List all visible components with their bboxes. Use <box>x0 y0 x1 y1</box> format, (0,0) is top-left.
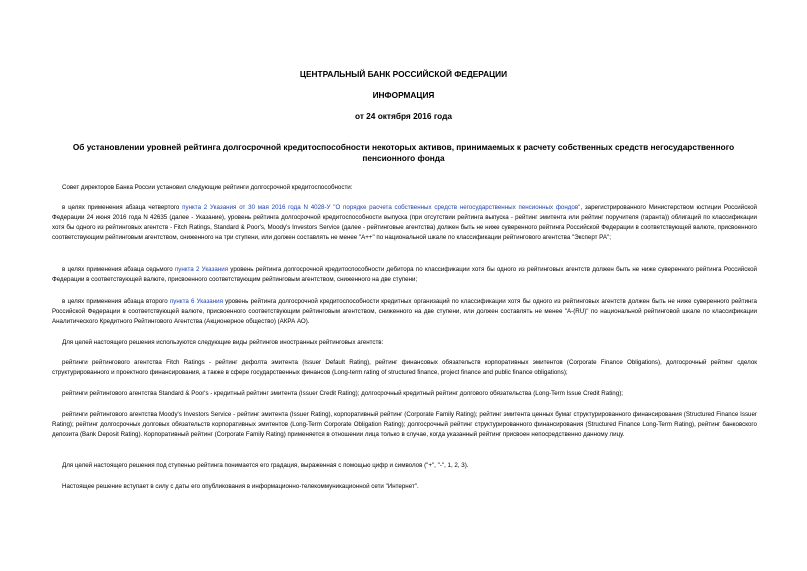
link-clause-2[interactable]: пункта 2 Указания <box>174 266 229 273</box>
link-decree-4028-u[interactable]: пункта 2 Указания от 30 мая 2016 года N 4028-У "О порядке расчета собственных средств негосударственных пенсионных фондов" <box>182 204 581 211</box>
paragraph-fitch: рейтинги рейтингового агентства Fitch Ratings - рейтинг дефолта эмитента (Issuer Default Rating), рейтинг финансовых обязательств корпоративных эмитентов (Corporate Finance Obligations), долгосрочный рейтинг сделок структурированного и проектного финансирования, а также в сфере государственных финансов (Long-term rating of structured finance, project finance and public finance obligations); <box>52 359 757 376</box>
paragraph-effective-date: Настоящее решение вступает в силу с даты его опубликования в информационно-телекоммуникационной сети "Интернет". <box>62 483 419 490</box>
paragraph-text: в целях применения абзаца второго <box>62 298 170 305</box>
paragraph-item-3 <box>52 297 757 327</box>
document-date: от 24 октября 2016 года <box>354 111 453 121</box>
paragraph-text: в целях применения абзаца четвертого <box>62 204 183 211</box>
paragraph-item-1 <box>52 203 757 243</box>
paragraph-notch-definition: Для целей настоящего решения под ступенью рейтинга понимается его градация, выраженная с помощью цифр и символов ("+", "-", 1, 2, 3). <box>62 462 469 469</box>
paragraph-sp: рейтинги рейтингового агентства Standard & Poor's - кредитный рейтинг эмитента (Issuer Credit Rating); долгосрочный кредитный рейтинг долгового обязательства (Long-Term Issue Credit Rating); <box>62 390 623 397</box>
paragraph-ratings-intro: Для целей настоящего решения используются следующие виды рейтингов иностранных рейтинговых агентств: <box>62 339 384 346</box>
paragraph-text: , зарегистрированного Министерством юстиции Российской Федерации 24 июня 2016 года N 42635 (далее - Указание), уровень рейтинга долгосрочной кредитоспособности выпуска (при отсутствии рейтинга выпуска - рейтинг эмитента или рейтинг поручителя (гаранта)) облигаций по классификации хотя бы одного из рейтинговых агентств - Fitch Ratings, Standard & Poor's, Moody's Investors Service (далее - рейтинговые агентства) должен быть не ниже суверенного рейтинга Российской Федерации в соответствующей валюте, присвоенного соответствующим рейтинговым агентством, сниженного на три ступени, или должен составлять не менее "А++" по национальной шкале по классификации рейтингового агентства "Эксперт РА"; <box>52 204 757 241</box>
document-title: Об установлении уровней рейтинга долгосрочной кредитоспособности некоторых активов, принимаемых к расчету собственных средств негосударственного пенсионного фонда <box>72 142 735 163</box>
paragraph-text: уровень рейтинга долгосрочной кредитоспособности кредитных организаций по классификации хотя бы одного из рейтинговых агентств должен быть не ниже суверенного рейтинга Российской Федерации в соответствующей валюте, присвоенного соответствующим рейтинговым агентством, сниженного на две ступени, или должен составлять не менее "A-(RU)" по национальной рейтинговой шкале по классификации Аналитического Кредитного Рейтингового Агентства (Акционерное общество) (АКРА АО). <box>52 298 757 325</box>
paragraph-intro: Совет директоров Банка России установил следующие рейтинги долгосрочной кредитоспособности: <box>62 184 353 191</box>
document-type-heading: ИНФОРМАЦИЯ <box>372 90 435 100</box>
paragraph-text: в целях применения абзаца седьмого <box>62 266 175 273</box>
bank-name-heading: ЦЕНТРАЛЬНЫЙ БАНК РОССИЙСКОЙ ФЕДЕРАЦИИ <box>299 69 508 79</box>
paragraph-moodys: рейтинги рейтингового агентства Moody's Investors Service - рейтинг эмитента (Issuer Rating), корпоративный рейтинг (Corporate Family Rating); рейтинг эмитента ценных бумаг структурированного финансирования (Structured Finance Issuer Rating); рейтинг долгосрочных долговых обязательств корпоративных эмитентов (Long-Term Corporate Obligation Rating); долгосрочный рейтинг структурированного финансирования (Structured Finance Long-Term Rating), рейтинг банковского депозита (Bank Deposit Rating). Корпоративный рейтинг (Corporate Family Rating) применяется в отношении лица только в случае, когда указанный рейтинг присвоен непосредственно данному лицу. <box>52 411 757 438</box>
link-clause-6[interactable]: пункта 6 Указания <box>169 298 223 305</box>
paragraph-text: уровень рейтинга долгосрочной кредитоспособности дебитора по классификации хотя бы одного из рейтинговых агентств должен быть не ниже суверенного рейтинга Российской Федерации в соответствующей валюте, присвоенного соответствующим рейтинговым агентством, сниженного на две ступени; <box>52 266 757 283</box>
paragraph-item-2 <box>52 265 757 285</box>
